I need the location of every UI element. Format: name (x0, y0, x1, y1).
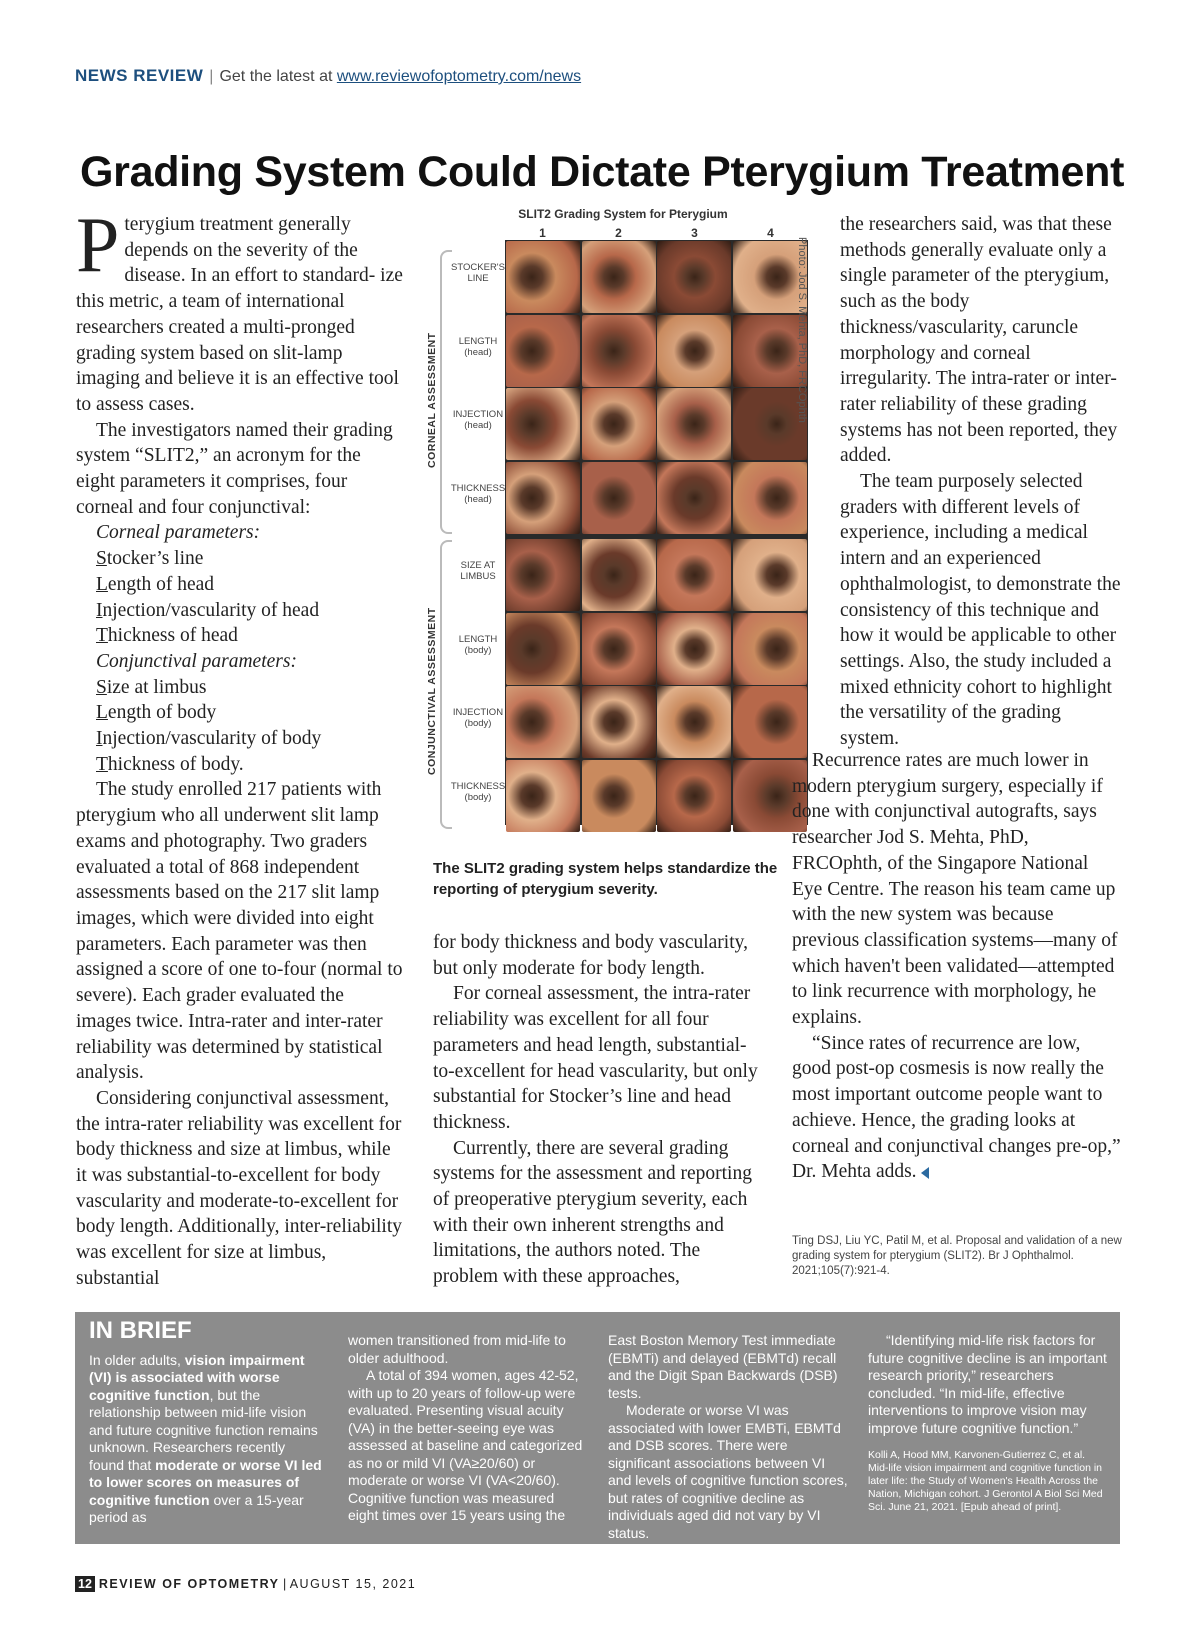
slit-lamp-photo (657, 686, 731, 758)
slit-lamp-photo (582, 686, 656, 758)
slit-lamp-photo (582, 388, 656, 460)
paragraph: The team purposely selected graders with different levels of experience, including a medical intern and an experienced ophthalmologist, to demonstrate the consistency of this technique and how it would be applicable to other settings. Also, the study included a mixed ethnicity cohort to highlight the versatility of the grading system. (840, 471, 1121, 750)
paragraph: Recurrence rates are much lower in modern pterygium surgery, especially if done with conjunctival autografts, says researcher Jod S. Mehta, PhD, FRCOphth, of the Singapore National Eye Centre. The reason his team came up with the new system was because previous classification systems—many of which haven't been validated—attempted to link recurrence with morphology, he explains. (792, 750, 1118, 1029)
slit-lamp-photo (506, 539, 580, 611)
page-footer (75, 1576, 416, 1592)
row-label: LENGTH (body) (458, 633, 498, 656)
lead-line-1: terygium treatment generally (124, 214, 351, 235)
parameter-item: Length of body (96, 702, 217, 724)
lead-line-3: disease. In an effort to standard- (124, 265, 376, 287)
paragraph-1 (76, 201, 404, 418)
conjunctival-group-label: CONJUNCTIVAL ASSESSMENT (426, 607, 438, 775)
news-link[interactable]: www.reviewofoptometry.com/news (336, 68, 582, 85)
header-separator: | (209, 68, 214, 85)
parameter-item: Injection/vascularity of body (96, 728, 322, 750)
footer-divider: | (282, 1577, 287, 1591)
end-mark-icon (921, 1167, 929, 1179)
slit-lamp-photo (657, 241, 731, 313)
slit-lamp-photo (506, 613, 580, 685)
slit-lamp-photo (733, 462, 807, 534)
parameter-item: Stocker’s line (96, 548, 204, 570)
grade-headers (428, 226, 818, 240)
paragraph: the researchers said, was that these methods generally evaluate only a single parameter of the pterygium, such as the body thickness/vascularity, caruncle morphology and corneal irregularity. The intra-rater or inter-rater reliability of these grading systems has not been reported, they added. (840, 214, 1118, 467)
brief-column-1: IN BRIEF In older adults, vision impairment (VI) is associated with worse cognitive function, but the relationship between mid-life vision and future cognitive function remains unknown. Researchers recently found that moderate or worse VI led to lower scores on measures of cognitive function over a 15-year period as (89, 1312, 324, 1527)
page-number: 12 (75, 1576, 95, 1592)
drop-cap: P (76, 201, 120, 288)
row-label: THICKNESS (head) (450, 482, 506, 505)
paragraph: “Since rates of recurrence are low, good post-op cosmesis is now really the most important outcome people want to achieve. Hence, the grading looks at corneal and conjunctival changes pre-op,” Dr. Mehta adds. (792, 1032, 1121, 1183)
paragraph: Currently, there are several grading systems for the assessment and reporting of preoperative pterygium severity, each with their own inherent strengths and limitations, the authors noted. The problem with these approaches, (433, 1137, 752, 1288)
publication-name: REVIEW OF OPTOMETRY (98, 1577, 280, 1591)
article-column-2 (433, 930, 763, 1290)
slit-lamp-photo (657, 539, 731, 611)
in-brief-box (75, 1312, 1120, 1544)
row-label: THICKNESS (body) (450, 780, 506, 803)
slit-lamp-photo (582, 241, 656, 313)
parameter-item: Injection/vascularity of head (96, 599, 320, 621)
section-header (75, 66, 581, 86)
brief-column-3: East Boston Memory Test immediate (EBMTi) and delayed (EBMTd) recall and the Digit Span Backwards (DSB) tests. Moderate or worse VI was associated with lower EMBTi, EBMTd and DSB scores. There were significant associations between VI and levels of cognitive function scores, but rates of cognitive decline as individuals aged did not vary by VI status. (608, 1332, 848, 1541)
slit-lamp-photo (582, 613, 656, 685)
lead-line-2: depends on the severity of the (124, 239, 358, 261)
article-column-3 (840, 212, 1122, 752)
photo-credit: Photo: Jod S. Mehta, PhD, FRCOphth (796, 237, 808, 423)
corneal-heading: Corneal parameters: (96, 522, 261, 544)
slit-lamp-photo (582, 462, 656, 534)
slit-lamp-photo (733, 539, 807, 611)
grade-header: 4 (767, 226, 774, 240)
slit-lamp-photo (657, 462, 731, 534)
paragraph-1-rest: ize this metric, a team of international researchers created a multi-pronged grading system based on slit-lamp imaging and believe it is an effective tool to assess cases. (76, 265, 403, 415)
slit-lamp-photo (582, 539, 656, 611)
brief-reference: Kolli A, Hood MM, Karvonen-Gutierrez C, et al. Mid-life vision impairment and cognitive function in later life: the Study of Women's Health Across the Nation, Michigan cohort. J Gerontol A Biol Sci Med Sci. June 21, 2021. [Epub ahead of print]. (868, 1449, 1103, 1513)
slit-lamp-photo (506, 388, 580, 460)
article-column-3-continued (792, 748, 1122, 1185)
brief-column-2: women transitioned from mid-life to older adulthood. A total of 394 women, ages 42-52, with up to 20 years of follow-up were evaluated. Presenting visual acuity (VA) in the better-seeing eye was assessed at baseline and categorized as no or mild VI (VA≥20/60) or moderate or worse VI (VA<20/60). Cognitive function was measured eight times over 15 years using the (348, 1332, 583, 1523)
corneal-group-label: CORNEAL ASSESSMENT (426, 332, 438, 468)
figure-title: SLIT2 Grading System for Pterygium (518, 207, 728, 221)
slit-lamp-photo (733, 613, 807, 685)
row-label: LENGTH (head) (458, 335, 498, 358)
slit2-figure (426, 207, 818, 845)
paragraph: For corneal assessment, the intra-rater reliability was excellent for all four parameters and head length, substantial-to-excellent for head vascularity, but only substantial for Stocker’s line and head thickness. (433, 983, 758, 1133)
slit-lamp-photo (506, 462, 580, 534)
article-column-1 (76, 201, 404, 1292)
section-name: NEWS REVIEW (75, 66, 204, 85)
slit-lamp-photo (657, 388, 731, 460)
row-label: SIZE AT LIMBUS (460, 560, 496, 582)
grade-header: 3 (691, 226, 698, 240)
article-reference: Ting DSJ, Liu YC, Patil M, et al. Proposal and validation of a new grading system for pterygium (SLIT2). Br J Ophthalmol. 2021;105(7):921-4. (792, 1235, 1122, 1277)
paragraph-4: Considering conjunctival assessment, the intra-rater reliability was excellent for body thickness and size at limbus, while it was substantial-to-excellent for body vascularity and moderate-to-excellent for body length. Additionally, inter-reliability was excellent for size at limbus, substantial (76, 1087, 402, 1289)
slit-lamp-photo (582, 315, 656, 387)
paragraph: for body thickness and body vascularity, but only moderate for body length. (433, 932, 748, 979)
header-prefix: Get the latest at (219, 68, 333, 85)
parameter-item: Thickness of head (96, 625, 238, 647)
slit-lamp-photo (506, 241, 580, 313)
figure-caption: The SLIT2 grading system helps standardize the reporting of pterygium severity. (433, 860, 778, 898)
photo-grid (505, 240, 808, 825)
slit-lamp-photo (657, 613, 731, 685)
paragraph-3: The study enrolled 217 patients with pterygium who all underwent slit lamp exams and photography. Two graders evaluated a total of 868 independent assessments based on the 217 slit lamp images, which were divided into eight parameters. Each parameter was then assigned a score of one to-four (normal to severe). Each grader evaluated the images twice. Intra-rater and inter-rater reliability was determined by statistical analysis. (76, 779, 403, 1084)
row-label: INJECTION (body) (452, 707, 504, 729)
slit-lamp-photo (506, 686, 580, 758)
grade-header: 1 (539, 226, 546, 240)
slit-lamp-photo (506, 315, 580, 387)
parameter-item: Size at limbus (96, 676, 207, 698)
issue-date: AUGUST 15, 2021 (289, 1577, 417, 1591)
article-title: Grading System Could Dictate Pterygium Treatment (80, 148, 1125, 196)
row-label: STOCKER'S LINE (451, 262, 505, 284)
paragraph-2: The investigators named their grading system “SLIT2,” an acronym for the eight parameters it comprises, four corneal and four conjunctival: (76, 419, 393, 518)
conjunctival-heading: Conjunctival parameters: (96, 650, 297, 672)
slit-lamp-photo (582, 760, 656, 832)
row-label: INJECTION (head) (452, 409, 504, 431)
slit-lamp-photo (657, 760, 731, 832)
parameter-item: Length of head (96, 573, 215, 595)
parameter-item: Thickness of body. (96, 753, 244, 775)
brief-title: IN BRIEF (89, 1317, 192, 1344)
slit-lamp-photo (657, 315, 731, 387)
grade-header: 2 (615, 226, 622, 240)
slit-lamp-photo (506, 760, 580, 832)
brief-column-4: “Identifying mid-life risk factors for future cognitive decline is an important research priority,” researchers concluded. “In mid-life, effective interventions to improve vision may improve future cognitive function.” Kolli A, Hood MM, Karvonen-Gutierrez C, et al. Mid-life vision impairment and cognitive function in later life: the Study of Women's Health Across the Nation, Michigan cohort. J Gerontol A Biol Sci Med Sci. June 21, 2021. [Epub ahead of print]. (868, 1332, 1107, 1513)
